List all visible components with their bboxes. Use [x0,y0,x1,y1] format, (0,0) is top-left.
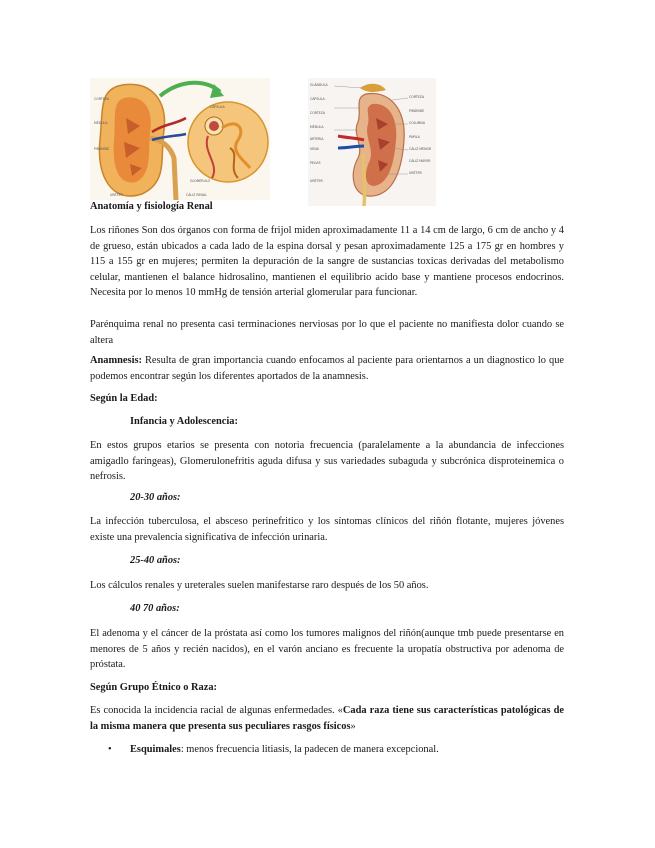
heading-text: 25-40 años: [130,555,181,566]
paragraph-text: Los riñones Son dos órganos con forma de frijol miden aproximadamente 11 a 14 cm de largo, 6 cm de ancho y 4 de grueso, están ubicados a cada lado de la espina dorsal y pesan aproximadamente 125 a 175 gr en hombres y 115 a 155 gr en mujeres; permiten la depuración de la sangre de sustancias toxicas derivadas del metabolismo celular, mantienen el balance hidrosalino, mantienen el equilibrio acido base y mantiene procesos endocrinos. Necesita por lo menos 10 mmHg de tensión arterial glomerular para funcionar. [90,225,564,298]
kidney-anatomy-figure-1 [90,78,270,200]
paragraph-infancia [90,438,564,485]
svg-text:CORTEZA: CORTEZA [310,111,326,115]
paragraph-text: La infección tuberculosa, el absceso perinefritico y los síntomas clínicos del riñón flotante, mujeres jóvenes existe una prevalencia significativa de infección urinaria. [90,516,564,543]
etnico-quote: Cada raza tiene sus características patológicas de la misma manera que presenta sus peculiares rasgos físicos [90,705,564,732]
figures-row [90,78,440,206]
svg-text:CORTEZA: CORTEZA [94,97,110,101]
anamnesis-label: Anamnesis: [90,355,142,366]
heading-infancia [90,414,564,430]
section-title: Anatomía y fisiología Renal [90,201,213,212]
svg-text:URÉTER: URÉTER [310,179,323,183]
svg-text:MÉDULA: MÉDULA [310,125,324,129]
svg-text:CÁLIZ MAYOR: CÁLIZ MAYOR [409,159,431,163]
svg-text:VENA: VENA [310,147,319,151]
svg-text:GLÁNDULA: GLÁNDULA [310,83,328,87]
anamnesis-text: Resulta de gran importancia cuando enfocamos al paciente para orientarnos a un diagnostico lo que podemos encontrar según los diferentes aportados de la anamnesis. [90,355,564,382]
etnico-intro: Es conocida la incidencia racial de algunas enfermedades. « [90,705,343,716]
heading-edad [90,391,564,407]
svg-text:URÉTER: URÉTER [110,193,123,197]
heading-25-40 [90,553,564,569]
svg-text:MÉDULA: MÉDULA [94,121,108,125]
svg-text:PAPILA: PAPILA [409,135,420,139]
svg-text:CÁPSULA: CÁPSULA [310,97,325,101]
paragraph-20-30 [90,514,564,545]
svg-text:URÉTER: URÉTER [409,171,422,175]
paragraph-parenchyma [90,317,564,348]
paragraph-25-40 [90,578,564,594]
paragraph-text: En estos grupos etarios se presenta con notoria frecuencia (paralelamente a la abundancia de infecciones amigadlo faríngeas), Glomerulonefritis aguda difusa y sus variedades subaguda y subcrónica disproteinemica o nefrosis. [90,440,564,482]
heading-etnico [90,680,564,696]
kidney-anatomy-figure-2 [308,78,436,206]
paragraph-text: El adenoma y el cáncer de la próstata así como los tumores malignos del riñón(aunque tmb puede presentarse en menores de 5 años y recién nacidos), en el varón anciano es frecuente la uropatía obstructiva por adenoma de próstata. [90,628,564,670]
svg-text:PELVIS: PELVIS [310,161,321,165]
paragraph-text: Los cálculos renales y ureterales suelen manifestarse raro después de los 50 años. [90,580,429,591]
heading-text: 40 70 años: [130,603,180,614]
paragraph-kidneys [90,223,564,301]
svg-text:CÁLIZ RENAL: CÁLIZ RENAL [186,193,207,197]
svg-text:ARTERIA: ARTERIA [310,137,324,141]
svg-text:CÁPSULA: CÁPSULA [210,105,225,109]
paragraph-etnico [90,703,564,734]
paragraph-text [90,353,564,384]
heading-text: Según Grupo Étnico o Raza: [90,682,218,693]
paragraph-text [90,703,564,734]
svg-text:GLOMÉRULO: GLOMÉRULO [190,179,211,183]
heading-text: Infancia y Adolescencia: [130,416,238,427]
svg-text:COLUMNA: COLUMNA [409,121,425,125]
svg-text:CORTEZA: CORTEZA [409,95,425,99]
bullet-icon: • [108,744,112,755]
list-item-text [130,742,439,758]
svg-text:PIRÁMIDE: PIRÁMIDE [409,109,425,113]
svg-text:PIRÁMIDE: PIRÁMIDE [94,147,110,151]
paragraph-anamnesis [90,353,564,384]
paragraph-40-70 [90,626,564,673]
heading-40-70 [90,601,564,617]
etnico-close: » [350,720,356,732]
bullet-text: : menos frecuencia litiasis, la padecen de manera excepcional. [180,744,439,755]
heading-20-30 [90,490,564,506]
paragraph-text: Parénquima renal no presenta casi terminaciones nerviosas por lo que el paciente no manifiesta dolor cuando se altera [90,319,564,346]
bullet-label: Esquimales [130,744,181,755]
heading-text: Según la Edad: [90,393,158,404]
heading-text: 20-30 años: [130,492,181,503]
svg-text:CÁLIZ MENOR: CÁLIZ MENOR [409,147,432,151]
